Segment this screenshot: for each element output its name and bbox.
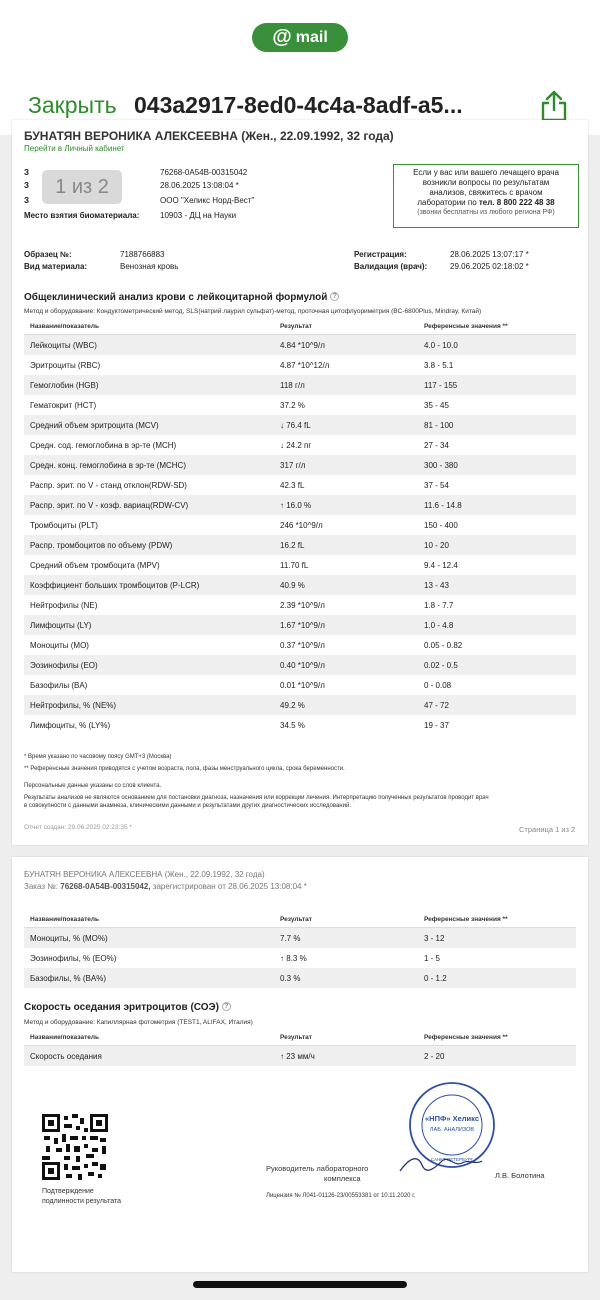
footnote: в совокупности с данными анамнеза, клиническими данными и результатами других диагностических исследований. bbox=[24, 803, 351, 809]
validation-value: 29.06.2025 02:18:02 * bbox=[450, 262, 529, 271]
row-result: ↓ 76.4 fL bbox=[280, 421, 311, 430]
footnote: Персональные данные указаны со слов клиента. bbox=[24, 783, 162, 789]
method-text: Метод и оборудование: Кондуктометрический метод, SLS(натрий лаурил сульфат)-метод, проточная цитофлуориметрия (BC-6800Plus, Mindray, Китай) bbox=[24, 308, 482, 315]
table-header bbox=[24, 1031, 576, 1046]
column-header: Референсные значения ** bbox=[424, 1034, 508, 1041]
signature-icon bbox=[396, 1149, 486, 1179]
qr-caption: Подтверждение bbox=[42, 1188, 94, 1195]
mail-brand-label: mail bbox=[295, 28, 328, 46]
table-header bbox=[24, 913, 576, 928]
esr-table bbox=[24, 1031, 576, 1066]
page-number: Страница 1 из 2 bbox=[519, 825, 576, 834]
column-header: Результат bbox=[280, 1034, 312, 1041]
row-name: Лимфоциты (LY) bbox=[30, 621, 92, 630]
contact-line: лаборатории по bbox=[417, 198, 477, 207]
row-reference: 27 - 34 bbox=[424, 441, 449, 450]
table-row bbox=[24, 655, 576, 675]
report-created: Отчет создан: 29.06.2025 02:23:35 * bbox=[24, 824, 132, 831]
row-result: 0.37 *10^9/л bbox=[280, 641, 325, 650]
table-row bbox=[24, 455, 576, 475]
order-prefix: Заказ №: bbox=[24, 882, 59, 891]
table-row bbox=[24, 415, 576, 435]
order-suffix: зарегистрирован от 28.06.2025 13:08:04 * bbox=[152, 882, 307, 891]
report-page-2 bbox=[12, 857, 588, 1272]
home-indicator[interactable] bbox=[193, 1281, 407, 1288]
table-row bbox=[24, 375, 576, 395]
column-header: Референсные значения ** bbox=[424, 916, 508, 923]
lab-contact-box bbox=[393, 164, 579, 228]
row-reference: 1 - 5 bbox=[424, 954, 441, 963]
esr-title bbox=[24, 1002, 231, 1013]
table-row bbox=[24, 495, 576, 515]
row-result: 118 г/л bbox=[280, 381, 305, 390]
row-result: 42.3 fL bbox=[280, 481, 305, 490]
close-button[interactable]: Закрыть bbox=[28, 92, 117, 118]
row-result: 16.2 fL bbox=[280, 541, 305, 550]
row-reference: 81 - 100 bbox=[424, 421, 454, 430]
row-reference: 1.8 - 7.7 bbox=[424, 601, 454, 610]
table-row bbox=[24, 615, 576, 635]
material-label: Вид материала: bbox=[24, 262, 88, 271]
row-name: Лимфоциты, % (LY%) bbox=[30, 721, 111, 730]
results-table bbox=[24, 320, 576, 735]
table-row bbox=[24, 968, 576, 988]
table-body bbox=[24, 1046, 576, 1066]
info-icon[interactable]: ? bbox=[330, 292, 339, 301]
row-name: Эозинофилы, % (EO%) bbox=[30, 954, 117, 963]
qr-caption: подлинности результата bbox=[42, 1198, 121, 1205]
row-result: 246 *10^9/л bbox=[280, 521, 323, 530]
column-header: Результат bbox=[280, 916, 312, 923]
row-reference: 0 - 1.2 bbox=[424, 974, 447, 983]
column-header: Название/показатель bbox=[30, 1034, 100, 1041]
page-counter-badge: 1 из 2 bbox=[42, 170, 122, 204]
table-row bbox=[24, 595, 576, 615]
info-label: Место взятия биоматериала: bbox=[24, 211, 140, 220]
section-title-text: Общеклинический анализ крови с лейкоцитарной формулой bbox=[24, 292, 328, 303]
report-page-1 bbox=[12, 120, 588, 845]
table-header bbox=[24, 320, 576, 335]
row-result: 37.2 % bbox=[280, 401, 305, 410]
row-name: Распр. эрит. по V - станд отклон(RDW-SD) bbox=[30, 481, 187, 490]
row-reference: 0.02 - 0.5 bbox=[424, 661, 458, 670]
table-row bbox=[24, 515, 576, 535]
row-reference: 117 - 155 bbox=[424, 381, 458, 390]
info-label: З bbox=[24, 168, 30, 177]
row-result: 4.84 *10^9/л bbox=[280, 341, 325, 350]
head-title: комплекса bbox=[324, 1174, 361, 1183]
row-result: ↓ 24.2 пг bbox=[280, 441, 312, 450]
table-row bbox=[24, 675, 576, 695]
row-reference: 3 - 12 bbox=[424, 934, 445, 943]
row-name: Скорость оседания bbox=[30, 1052, 102, 1061]
row-result: 49.2 % bbox=[280, 701, 305, 710]
contact-line: анализов, свяжитесь с врачом bbox=[429, 188, 543, 197]
row-reference: 300 - 380 bbox=[424, 461, 458, 470]
row-reference: 10 - 20 bbox=[424, 541, 449, 550]
head-name: Л.В. Болотина bbox=[495, 1171, 545, 1180]
table-body bbox=[24, 928, 576, 988]
contact-line: Если у вас или вашего лечащего врача bbox=[413, 168, 559, 177]
row-result: ↑ 16.0 % bbox=[280, 501, 312, 510]
registration-value: 28.06.2025 13:07:17 * bbox=[450, 250, 529, 259]
row-reference: 47 - 72 bbox=[424, 701, 449, 710]
row-result: 7.7 % bbox=[280, 934, 301, 943]
table-row bbox=[24, 928, 576, 948]
row-reference: 2 - 20 bbox=[424, 1052, 445, 1061]
row-name: Базофилы, % (BA%) bbox=[30, 974, 106, 983]
row-name: Гемоглобин (HGB) bbox=[30, 381, 99, 390]
top-bar bbox=[0, 0, 600, 135]
row-name: Нейтрофилы (NE) bbox=[30, 601, 98, 610]
head-title: Руководитель лабораторного bbox=[266, 1164, 369, 1173]
footnote: ** Референсные значения приводятся с учетом возраста, пола, фазы менструального цикла, срока беременности. bbox=[24, 766, 345, 772]
personal-cabinet-link[interactable]: Перейти в Личный кабинет bbox=[24, 144, 125, 153]
row-name: Моноциты (MO) bbox=[30, 641, 89, 650]
document-title: 043a2917-8ed0-4c4a-8adf-a5... bbox=[134, 92, 463, 118]
info-label: З bbox=[24, 181, 30, 190]
info-label: З bbox=[24, 196, 30, 205]
row-name: Средний объем эритроцита (MCV) bbox=[30, 421, 159, 430]
table-row bbox=[24, 715, 576, 735]
row-result: 34.5 % bbox=[280, 721, 305, 730]
table-row bbox=[24, 695, 576, 715]
row-result: 0.01 *10^9/л bbox=[280, 681, 325, 690]
share-icon[interactable] bbox=[540, 90, 568, 122]
row-name: Эритроциты (RBC) bbox=[30, 361, 101, 370]
stamp-city: САНКТ-ПЕТЕРБУРГ bbox=[430, 1157, 474, 1162]
row-reference: 1.0 - 4.8 bbox=[424, 621, 454, 630]
column-header: Название/показатель bbox=[30, 323, 100, 330]
row-name: Коэффициент больших тромбоцитов (P-LCR) bbox=[30, 581, 200, 590]
row-name: Распр. тромбоцитов по объему (PDW) bbox=[30, 541, 173, 550]
row-result: 317 г/л bbox=[280, 461, 306, 470]
row-reference: 4.0 - 10.0 bbox=[424, 341, 458, 350]
at-icon: @ bbox=[272, 26, 292, 48]
footnote: * Время указано по часовому поясу GMT+3 (Москва) bbox=[24, 754, 172, 760]
stamp-sub: ЛАБ. АНАЛИЗОВ bbox=[429, 1127, 475, 1133]
column-header: Референсные значения ** bbox=[424, 323, 508, 330]
patient-name: БУНАТЯН ВЕРОНИКА АЛЕКСЕЕВНА (Жен., 22.09.1992, 32 года) bbox=[24, 129, 394, 143]
row-name: Моноциты, % (MO%) bbox=[30, 934, 108, 943]
table-row bbox=[24, 575, 576, 595]
registration-label: Регистрация: bbox=[354, 250, 407, 259]
results-table-2 bbox=[24, 913, 576, 988]
row-reference: 0 - 0.08 bbox=[424, 681, 452, 690]
table-row bbox=[24, 335, 576, 355]
esr-title-text: Скорость оседания эритроцитов (СОЭ) bbox=[24, 1002, 219, 1013]
section-title bbox=[24, 292, 339, 303]
mail-logo bbox=[252, 23, 348, 52]
row-reference: 19 - 37 bbox=[424, 721, 449, 730]
row-name: Базофилы (BA) bbox=[30, 681, 88, 690]
patient-name: БУНАТЯН ВЕРОНИКА АЛЕКСЕЕВНА (Жен., 22.09.1992, 32 года) bbox=[24, 870, 265, 879]
info-value: 76268-0A54B-00315042 bbox=[160, 168, 248, 177]
row-name: Нейтрофилы, % (NE%) bbox=[30, 701, 117, 710]
table-row bbox=[24, 635, 576, 655]
table-row bbox=[24, 1046, 576, 1066]
contact-line: возникли вопросы по результатам bbox=[422, 178, 550, 187]
row-name: Средн. конц. гемоглобина в эр-те (MCHC) bbox=[30, 461, 186, 470]
stamp-brand: «НПФ» Хеликс bbox=[424, 1114, 480, 1123]
qr-code-icon[interactable] bbox=[42, 1114, 108, 1180]
row-name: Тромбоциты (PLT) bbox=[30, 521, 98, 530]
row-reference: 9.4 - 12.4 bbox=[424, 561, 458, 570]
row-reference: 0.05 - 0.82 bbox=[424, 641, 463, 650]
row-reference: 35 - 45 bbox=[424, 401, 449, 410]
column-header: Результат bbox=[280, 323, 312, 330]
contact-phone[interactable]: тел. 8 800 222 48 38 bbox=[478, 198, 555, 207]
row-result: 40.9 % bbox=[280, 581, 305, 590]
row-name: Средн. сод. гемоглобина в эр-те (MCH) bbox=[30, 441, 177, 450]
row-name: Лейкоциты (WBC) bbox=[30, 341, 97, 350]
row-result: 0.40 *10^9/л bbox=[280, 661, 325, 670]
info-value: ООО "Хеликс Норд-Вест" bbox=[160, 196, 255, 205]
column-header: Название/показатель bbox=[30, 916, 100, 923]
row-name: Распр. эрит. по V - коэф. вариац(RDW-CV) bbox=[30, 501, 189, 510]
table-row bbox=[24, 555, 576, 575]
info-value: 10903 - ДЦ на Науки bbox=[160, 211, 237, 220]
row-result: 0.3 % bbox=[280, 974, 301, 983]
info-value: 28.06.2025 13:08:04 * bbox=[160, 181, 239, 190]
sample-value: 7188766883 bbox=[120, 250, 165, 259]
table-body bbox=[24, 335, 576, 735]
info-icon[interactable]: ? bbox=[222, 1002, 231, 1011]
table-row bbox=[24, 475, 576, 495]
order-number: 76268-0A54B-00315042, bbox=[60, 882, 151, 891]
row-reference: 150 - 400 bbox=[424, 521, 458, 530]
row-reference: 13 - 43 bbox=[424, 581, 449, 590]
order-line bbox=[24, 882, 307, 891]
table-row bbox=[24, 435, 576, 455]
row-result: ↑ 23 мм/ч bbox=[280, 1052, 315, 1061]
table-row bbox=[24, 948, 576, 968]
table-row bbox=[24, 395, 576, 415]
row-result: 4.87 *10^12/л bbox=[280, 361, 330, 370]
material-value: Венозная кровь bbox=[120, 262, 179, 271]
validation-label: Валидация (врач): bbox=[354, 262, 428, 271]
row-result: 2.39 *10^9/л bbox=[280, 601, 325, 610]
row-result: 1.67 *10^9/л bbox=[280, 621, 325, 630]
sample-label: Образец №: bbox=[24, 250, 72, 259]
row-name: Средний объем тромбоцита (MPV) bbox=[30, 561, 160, 570]
table-row bbox=[24, 355, 576, 375]
contact-line: (звонки бесплатны из любого региона РФ) bbox=[417, 209, 555, 216]
license: Лицензия № Л041-01126-23/00553381 от 10.11.2020 г. bbox=[266, 1193, 416, 1199]
row-name: Гематокрит (HCT) bbox=[30, 401, 97, 410]
row-result: 11.70 fL bbox=[280, 561, 309, 570]
row-reference: 11.6 - 14.8 bbox=[424, 501, 462, 510]
row-reference: 3.8 - 5.1 bbox=[424, 361, 454, 370]
row-name: Эозинофилы (EO) bbox=[30, 661, 98, 670]
footnote: Результаты анализов не являются основанием для постановки диагноза, назначения или коррекции лечения. Интерпретацию полученных результатов проводит врач bbox=[24, 795, 489, 801]
row-result: ↑ 8.3 % bbox=[280, 954, 307, 963]
row-reference: 37 - 54 bbox=[424, 481, 449, 490]
esr-method: Метод и оборудование: Капиллярная фотометрия (TEST1, ALIFAX, Италия) bbox=[24, 1019, 253, 1026]
table-row bbox=[24, 535, 576, 555]
